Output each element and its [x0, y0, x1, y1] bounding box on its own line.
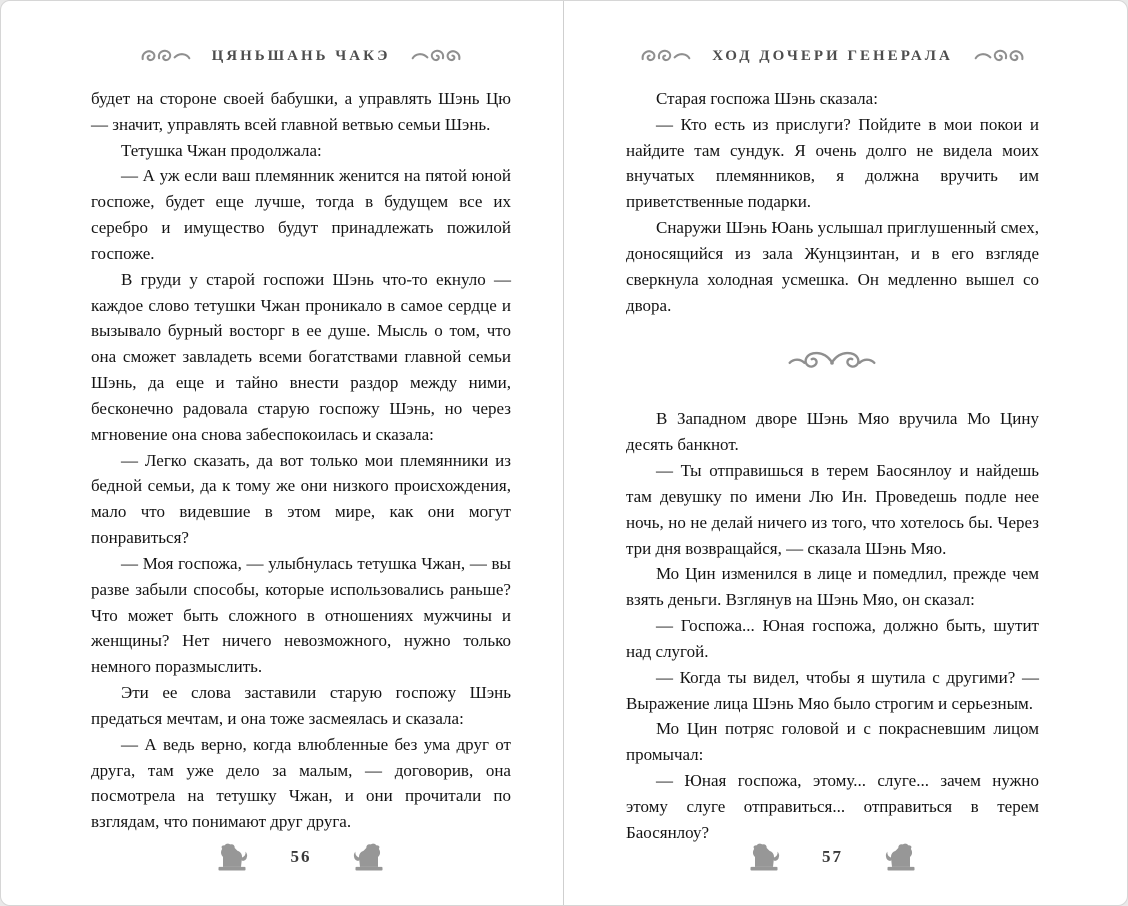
- swirl-flourish-icon: [140, 47, 192, 66]
- right-running-title: ХОД ДОЧЕРИ ГЕНЕРАЛА: [712, 48, 953, 64]
- paragraph: — Моя госпожа, — улыбнулась тетушка Чжан, — вы разве забыли способы, которые использовались раньше? Что может быть сложного в отношениях мужчины и женщины? Нет ничего невозможного, нужно только немного поразмыслить.: [91, 553, 511, 677]
- paragraph: Тетушка Чжан продолжала:: [121, 140, 322, 160]
- right-page-header: [626, 47, 1039, 66]
- left-page-footer: [91, 841, 511, 873]
- paragraph: Старая госпожа Шэнь сказала:: [655, 89, 878, 108]
- guardian-lion-statue-icon: [746, 841, 782, 873]
- paragraph: В Западном дворе Шэнь Мяо вручила Мо Цину десять банкнот.: [625, 409, 1039, 455]
- left-page-header: [91, 47, 511, 66]
- paragraph: Мо Цин изменился в лице и помедлил, прежде чем взять деньги. Взглянув на Шэнь Мяо, он сказал:: [625, 564, 1039, 610]
- right-page-text-top: [626, 86, 1039, 318]
- paragraph: — Когда ты видел, чтобы я шутила с другими? — Выражение лица Шэнь Мяо было строгим и серьезным.: [625, 667, 1039, 713]
- section-break: [626, 348, 1039, 374]
- paragraph: В груди у старой госпожи Шэнь что-то екнуло — каждое слово тетушки Чжан проникало в самое сердце и вызывало бурный восторг в ее душе. Мысль о том, что она сможет завладеть всеми богатствами главной семьи Шэнь, да еще и тайно внести раздор между ними, бесконечно радовала старую госпожу Шэнь, но через мгновение она снова забеспокоилась и сказала:: [91, 269, 511, 444]
- guardian-lion-statue-icon: [883, 841, 919, 873]
- left-page: [1, 1, 564, 905]
- paragraph: будет на стороне своей бабушки, а управлять Шэнь Цю — значит, управлять всей главной ветвью семьи Шэнь.: [91, 89, 511, 134]
- guardian-lion-statue-icon: [214, 841, 250, 873]
- left-running-title: ЦЯНЬШАНЬ ЧАКЭ: [211, 48, 391, 64]
- right-page-footer: [626, 841, 1039, 873]
- swirl-flourish-icon: [410, 47, 462, 66]
- swirl-flourish-icon: [973, 47, 1025, 66]
- paragraph: Снаружи Шэнь Юань услышал приглушенный смех, доносящийся из зала Жунцзинтан, и в его взгляде сверкнула холодная усмешка. Он медленно вышел со двора.: [625, 218, 1039, 315]
- paragraph: Мо Цин потряс головой и с покрасневшим лицом промычал:: [625, 719, 1039, 765]
- paragraph: — Ты отправишься в терем Баосянлоу и найдешь там девушку по имени Лю Ин. Проведешь подле нее ночь, но не делай ничего из того, что хотелось бы. Через три дня возвращайся, — сказала Шэнь Мяо.: [625, 461, 1039, 558]
- guardian-lion-statue-icon: [351, 841, 387, 873]
- paragraph: — Юная госпожа, этому... слуге... зачем нужно этому слуге отправиться... отправиться в терем Баосянлоу?: [625, 771, 1039, 842]
- right-page-text-bottom: [626, 406, 1039, 845]
- paragraph: — А уж если ваш племянник женится на пятой юной госпоже, будет еще лучше, тогда в будущем все их серебро и имущество будут принадлежать пожилой госпоже.: [91, 166, 511, 263]
- paragraph: — Легко сказать, да вот только мои племянники из бедной семьи, да к тому же они низкого происхождения, мало что видевшие в этом мире, как они могут понравиться?: [91, 450, 511, 548]
- double-swirl-flourish-icon: [786, 348, 878, 374]
- left-page-text: [91, 86, 511, 835]
- paragraph: — Кто есть из прислуги? Пойдите в мои покои и найдите там сундук. Я очень долго не видела моих внучатых племянников, я должна вручить им приветственные подарки.: [625, 114, 1039, 212]
- page-number: 56: [290, 847, 312, 866]
- right-page: [564, 1, 1127, 905]
- paragraph: — Госпожа... Юная госпожа, должно быть, шутит над слугой.: [625, 616, 1039, 661]
- swirl-flourish-icon: [640, 47, 692, 66]
- paragraph: Эти ее слова заставили старую госпожу Шэнь предаться мечтам, и она тоже засмеялась и сказала:: [91, 683, 511, 728]
- page-number: 57: [821, 847, 843, 866]
- paragraph: — А ведь верно, когда влюбленные без ума друг от друга, там уже дело за малым, — договорив, она посмотрела на тетушку Чжан, и они прочитали по взглядам, что понимают друг друга.: [91, 734, 511, 832]
